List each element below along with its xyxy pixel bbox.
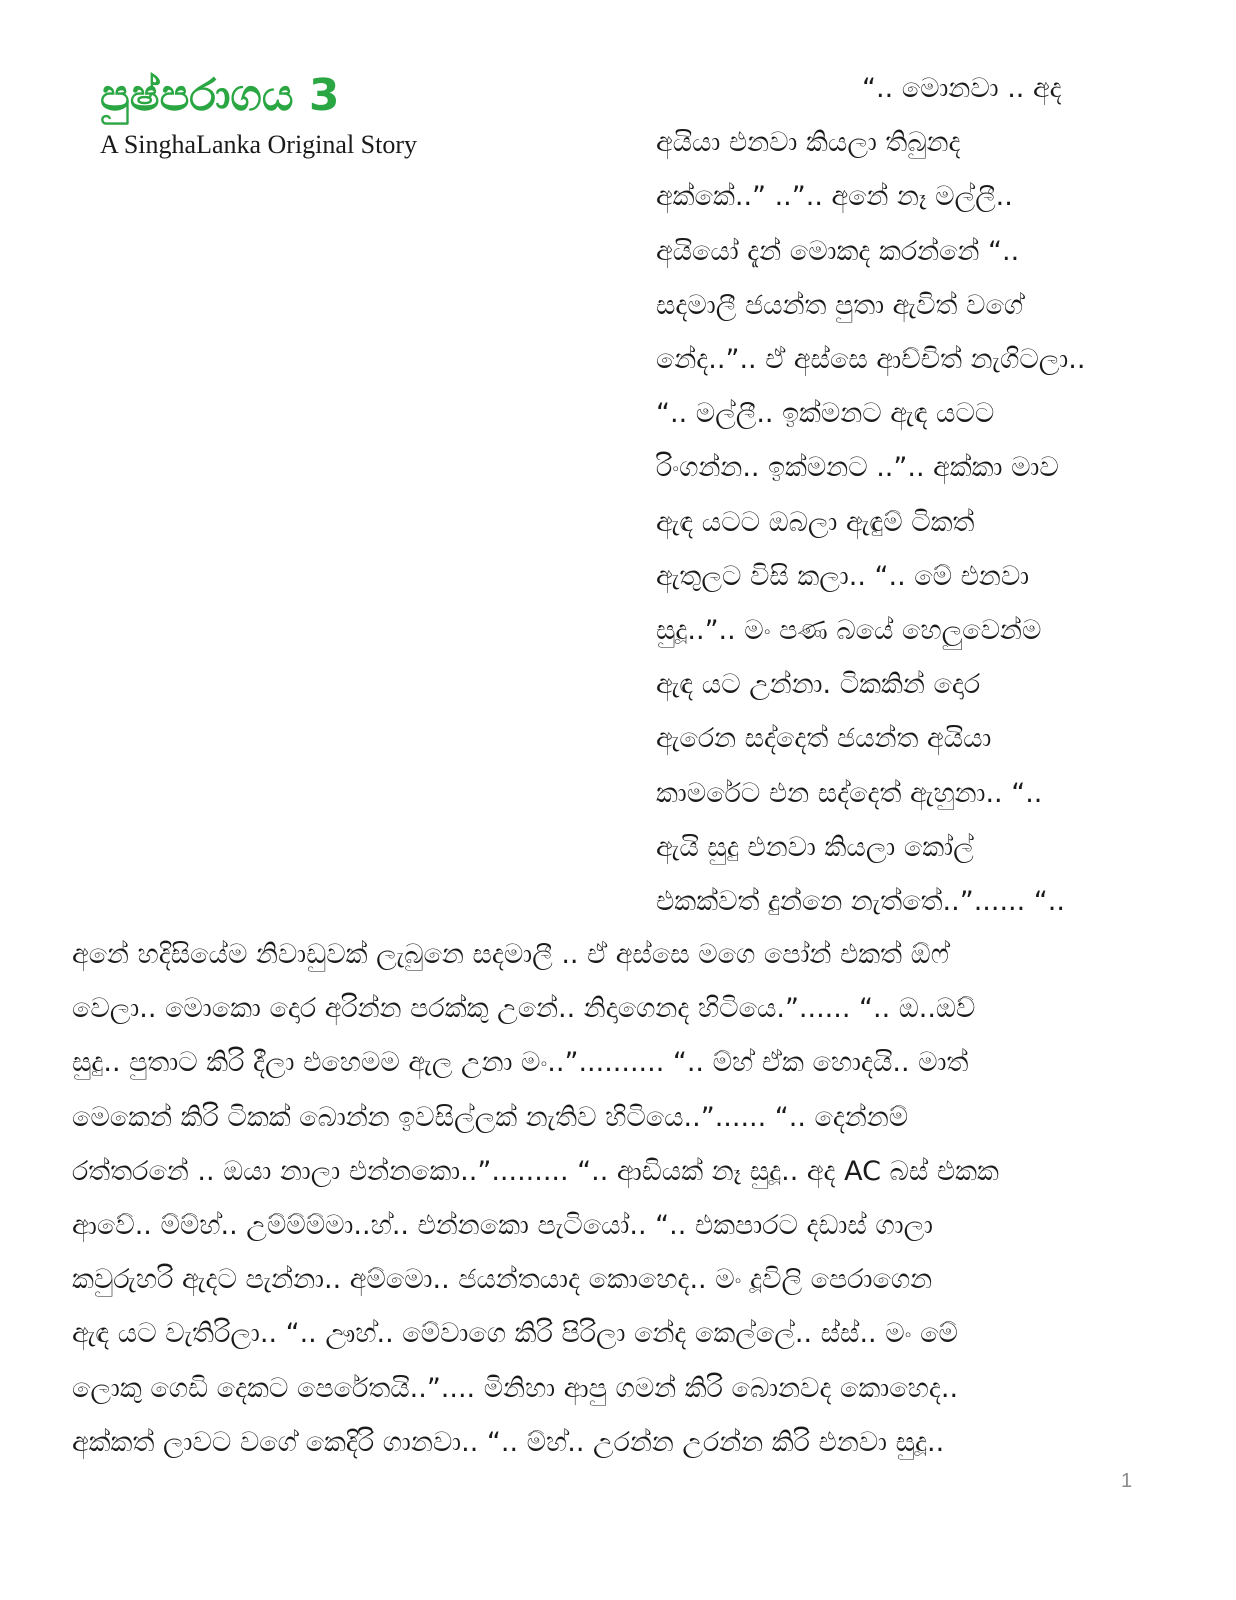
column-text-line: ඇතුලට විසි කලා.. “.. මේ එනවා	[656, 560, 1030, 592]
paragraph-line: රත්තරනේ .. ඔයා නාලා එන්නකො..”......... “.. ආඩියක් නෑ සුදූ.. අද AC බස් එකක	[72, 1155, 999, 1187]
column-text-line: “.. මොනවා .. අද	[862, 73, 1062, 104]
column-text-line: අයියා එනවා කියලා තිබුනද	[656, 127, 961, 159]
paragraph-line: මෙකෙන් කිරි ටිකක් බොන්න ඉවසිල්ලක් නැතිව හිටියෙ..”...... “.. දෙන්නම්	[72, 1101, 909, 1133]
column-text-line: ඇඳ යටට ඔබලා ඇඳුම් ටිකත්	[656, 506, 975, 538]
column-text-line: “.. මල්ලී.. ඉක්මනට ඇඳ යටට	[656, 398, 995, 430]
column-text-line: කාමරේට එන සද්දෙත් ඇහුනා.. “..	[656, 777, 1043, 809]
page-number: 1	[1121, 1470, 1133, 1492]
column-text-line: අයියෝ දැන් මොකද කරන්නේ “..	[656, 235, 1020, 267]
column-text-line: සුදූ..”.. මං පණ බයේ හෙලුවෙන්ම	[656, 615, 1042, 646]
paragraph-line: ඇඳ යට වැතිරිලා.. “.. ඌහ්.. මේවාගෙ කිරි පිරිලා නේද කෙල්ලේ.. ස්ස්.. මං මේ	[72, 1318, 958, 1350]
image-area	[70, 70, 645, 930]
column-text-line: ඇයි සුදු එනවා කියලා කෝල්	[656, 831, 974, 863]
column-text-line: ඇරෙන සද්දෙත් ජයන්ත අයියා	[656, 723, 992, 755]
story-title: පුෂ්පරාගය 3	[100, 70, 340, 121]
paragraph-line: ආවේ.. ම්ම්හ්.. උම්ම්ම්මා..හ්.. එන්නකො පැටියෝ.. “.. එකපාරට දඩාස් ගාලා	[72, 1210, 934, 1241]
column-text-line: නේද..”.. ඒ අස්සෙ ආච්චිත් නැගිටලා..	[656, 344, 1086, 375]
paragraph-line: කවුරුහරි ඇදට පැන්නා.. අම්මො.. ජයන්තයාද කොහෙද.. මං දූවිලි පෙරාගෙන	[72, 1264, 933, 1296]
column-text-line: ඇඳ යට උන්නා. ටිකකින් දොර	[656, 669, 981, 701]
story-subtitle: A SinghaLanka Original Story	[100, 130, 418, 159]
paragraph-line: අනේ හදිසියේම නිවාඩුවක් ලැබුනෙ සදමාලී .. ඒ අස්සෙ මගෙ පෝන් එකත් ඕෆ්	[72, 939, 949, 970]
paragraph-line: සුදු.. පුතාට කිරි දීලා එහෙමම ඇල උනා මං..”.......... “.. ම්හ් ඒක හොදයි.. මාත්	[72, 1047, 969, 1079]
paragraph-line: වෙලා.. මොකො දොර අරින්න පරක්කු උනේ.. නිදාගෙනද හිටියෙ.”...... “.. ඔ..ඔව්	[72, 993, 976, 1025]
column-text-line: රිංගන්න.. ඉක්මනට ..”.. අක්කා මාව	[656, 452, 1059, 484]
column-text-line: සදමාලී ජයන්ත පුතා ඇවිත් වගේ	[656, 289, 1024, 321]
paragraph-line: අක්කත් ලාවට වගේ කෙදිරි ගානවා.. “.. ම්හ්.. උරන්න උරන්න කිරි එනවා සුදූ..	[72, 1426, 945, 1458]
column-text-line: අක්කේ..” ..”.. අනේ නෑ මල්ලී..	[656, 181, 1013, 213]
paragraph-line: ලොකු ගෙඩි දෙකට පෙරේතයි..”.... මිනිහා ආපු ගමන් කිරි බොනවද කොහෙද..	[72, 1372, 959, 1404]
column-text-line: එකක්වත් දුන්නෙ නැත්තේ..”...... “..	[656, 886, 1065, 917]
